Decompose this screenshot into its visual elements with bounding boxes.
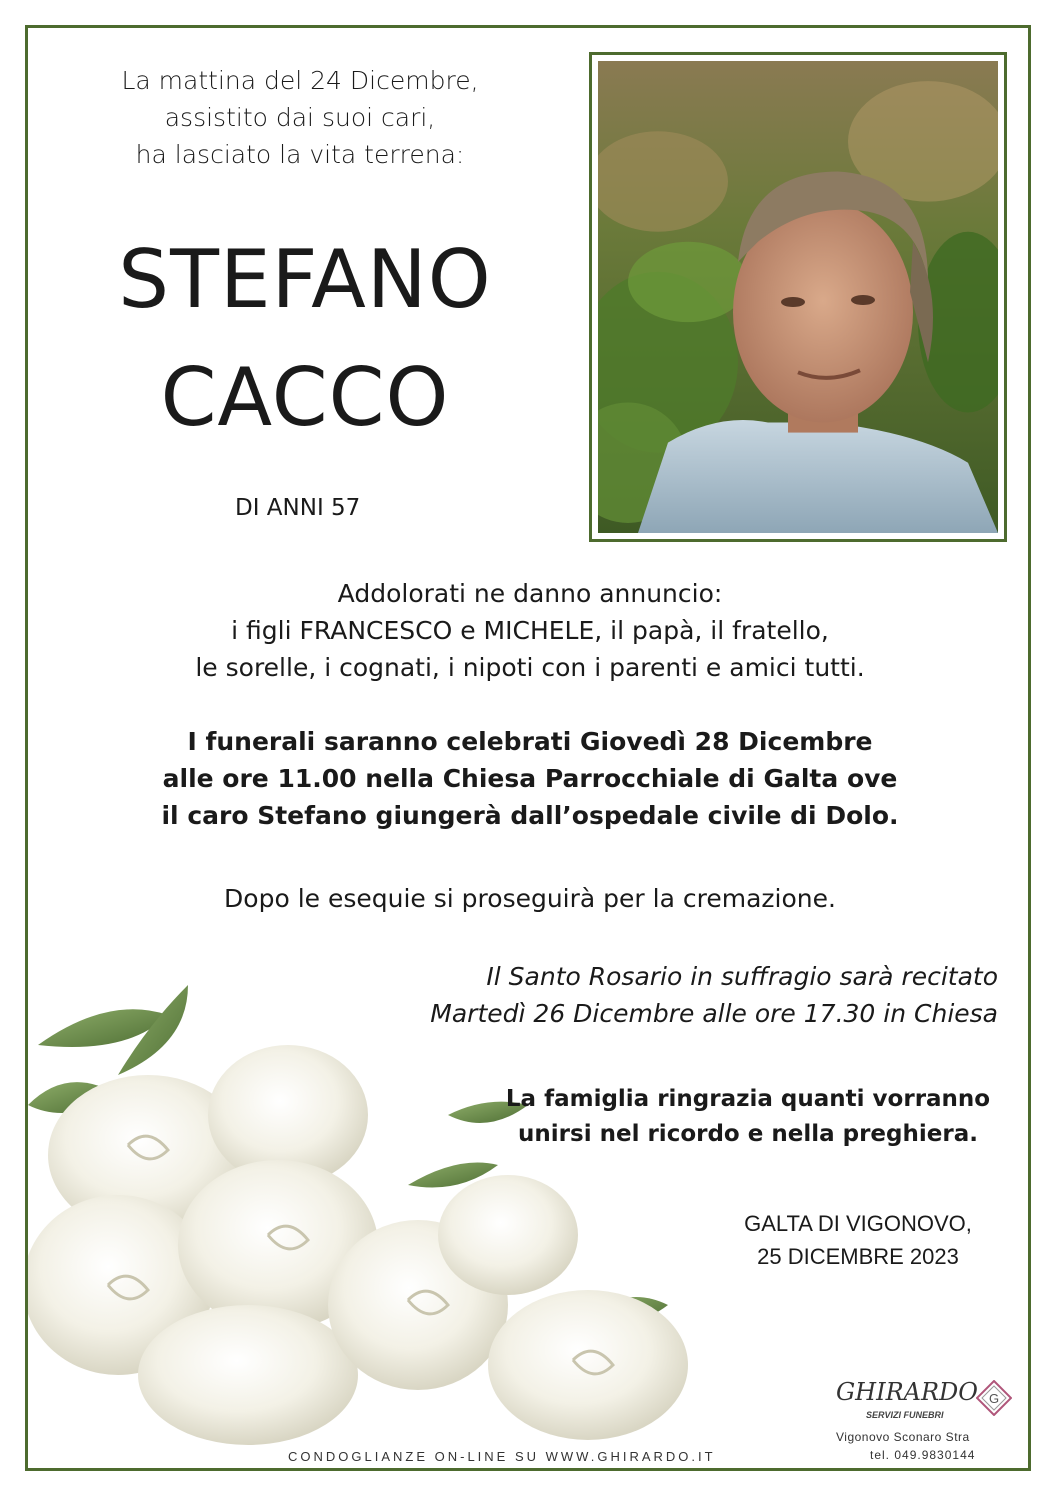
- funeral-line-1: I funerali saranno celebrati Giovedì 28 Dicembre: [187, 727, 873, 756]
- deceased-age: DI ANNI 57: [235, 495, 361, 521]
- thanks-line-2: unirsi nel ricordo e nella preghiera.: [518, 1121, 978, 1147]
- cremation-note: [100, 880, 960, 917]
- rosary-line-2: Martedì 26 Dicembre alle ore 17.30 in Chiesa: [430, 999, 998, 1028]
- date: 25 DICEMBRE 2023: [757, 1244, 959, 1269]
- deceased-last-name: CACCO: [160, 351, 450, 444]
- funeral-info: [100, 723, 960, 834]
- intro-line-2: assistito dai suoi cari,: [164, 103, 436, 132]
- cremation-line: Dopo le esequie si proseguirà per la cremazione.: [224, 884, 836, 913]
- announcement-line-1: Addolorati ne danno annuncio:: [337, 579, 723, 608]
- logo-name: GHIRARDO: [836, 1378, 978, 1406]
- portrait-photo: [598, 61, 998, 533]
- announcement: [100, 575, 960, 686]
- intro-line-1: La mattina del 24 Dicembre,: [121, 66, 479, 95]
- white-roses-image: [28, 985, 708, 1455]
- portrait-photo-icon: [598, 61, 998, 533]
- place-date: [718, 1207, 998, 1273]
- portrait-frame: [589, 52, 1007, 542]
- family-thanks: [488, 1082, 1008, 1152]
- rosary-line-1: Il Santo Rosario in suffragio sarà recitato: [486, 962, 998, 991]
- announcement-line-2: i figli FRANCESCO e MICHELE, il papà, il fratello,: [231, 616, 829, 645]
- logo-subtitle: SERVIZI FUNEBRI: [866, 1410, 944, 1420]
- funeral-line-3: il caro Stefano giungerà dall’ospedale civile di Dolo.: [161, 801, 899, 830]
- deceased-first-name: STEFANO: [118, 233, 492, 326]
- intro-line-3: ha lasciato la vita terrena:: [135, 140, 465, 169]
- logo-places: Vigonovo Sconaro Stra: [836, 1430, 970, 1444]
- announcement-line-3: le sorelle, i cognati, i nipoti con i parenti e amici tutti.: [195, 653, 865, 682]
- condolences-link[interactable]: CONDOGLIANZE ON-LINE SU WWW.GHIRARDO.IT: [288, 1449, 716, 1464]
- ghirardo-logo: [836, 1378, 1026, 1468]
- funeral-line-2: alle ore 11.00 nella Chiesa Parrocchiale di Galta ove: [162, 764, 898, 793]
- intro-text: [80, 62, 520, 173]
- diamond-g-logo-icon: [976, 1380, 1012, 1416]
- thanks-line-1: La famiglia ringrazia quanti vorranno: [505, 1086, 991, 1112]
- logo-phone: tel. 049.9830144: [870, 1448, 976, 1462]
- place: GALTA DI VIGONOVO,: [744, 1211, 972, 1236]
- white-roses-icon: [28, 985, 708, 1455]
- svg-text:G: G: [988, 1391, 1000, 1406]
